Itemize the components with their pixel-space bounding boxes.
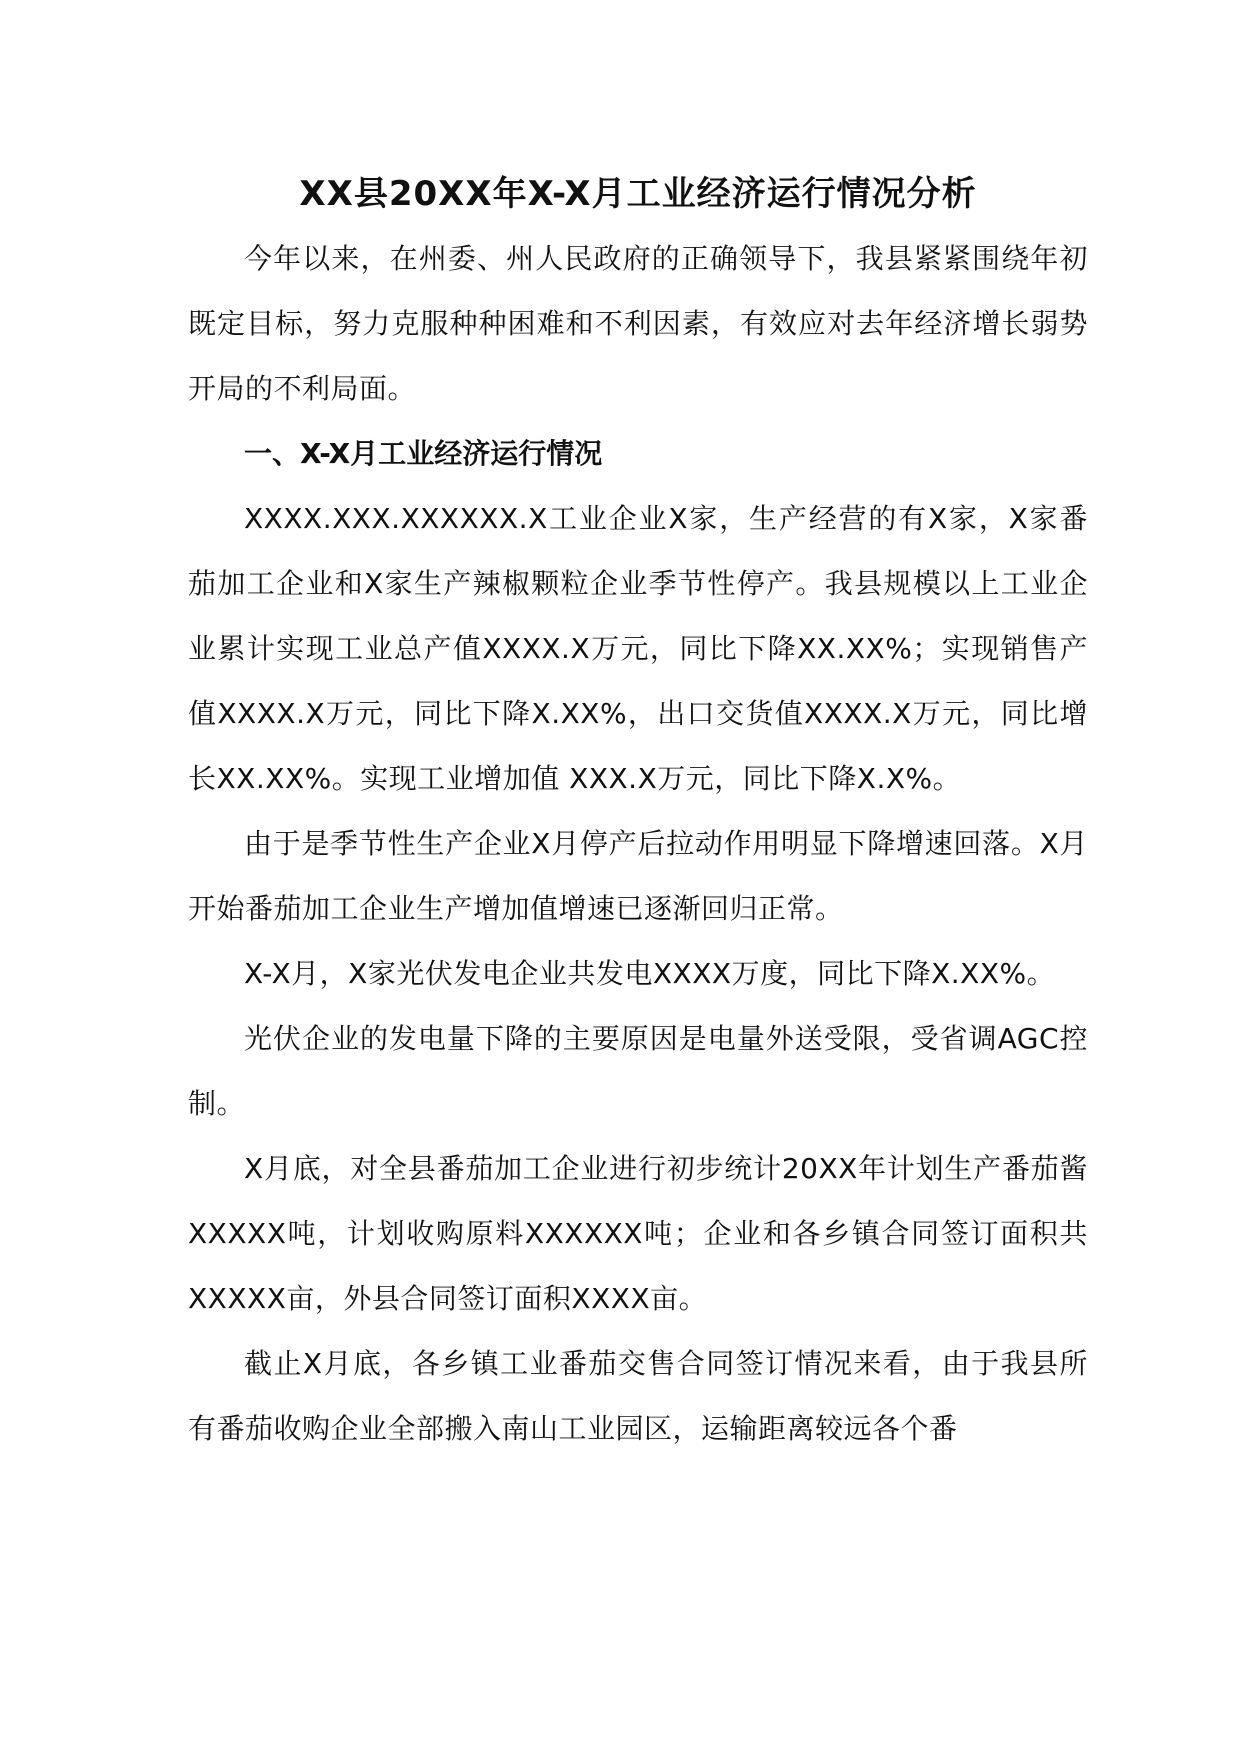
body-paragraph: 截止X月底，各乡镇工业番茄交售合同签订情况来看，由于我县所有番茄收购企业全部搬入南山工业园区，运输距离较远各个番 [188,1347,1088,1445]
body-paragraph: 由于是季节性生产企业X月停产后拉动作用明显下降增速回落。X月开始番茄加工企业生产增加值增速已逐渐回归正常。 [188,827,1088,925]
body-paragraph: X月底，对全县番茄加工企业进行初步统计20XX年计划生产番茄酱XXXXX吨，计划收购原料XXXXXX吨；企业和各乡镇合同签订面积共XXXXX亩，外县合同签订面积XXXX亩。 [188,1152,1088,1315]
intro-paragraph: 今年以来，在州委、州人民政府的正确领导下，我县紧紧围绕年初既定目标，努力克服种种困难和不利因素，有效应对去年经济增长弱势开局的不利局面。 [188,242,1088,405]
document-page [188,168,1088,1461]
body-paragraph: X-X月，X家光伏发电企业共发电XXXX万度，同比下降X.XX%。 [244,957,1056,990]
document-title: XX县20XX年X-X月工业经济运行情况分析 [299,174,977,214]
body-paragraph: 光伏企业的发电量下降的主要原因是电量外送受限，受省调AGC控制。 [188,1022,1088,1120]
body-paragraph: XXXX.XXX.XXXXXX.X工业企业X家，生产经营的有X家，X家番茄加工企业和X家生产辣椒颗粒企业季节性停产。我县规模以上工业企业累计实现工业总产值XXXX.X万元，同比下降XX.XX%；实现销售产值XXXX.X万元，同比下降X.XX%，出口交货值XXXX.X万元，同比增长XX.XX%。实现工业增加值 XXX.X万元，同比下降X.X%。 [188,502,1088,795]
section-heading: 一、X-X月工业经济运行情况 [244,437,603,470]
